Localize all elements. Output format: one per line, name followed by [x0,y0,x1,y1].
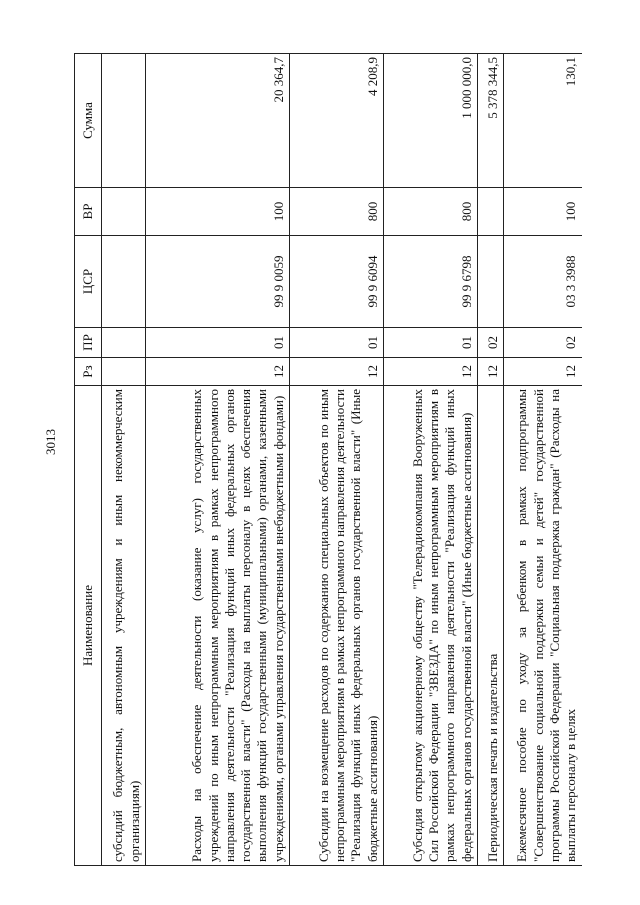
row-vr: 800 [290,188,384,236]
table-row [384,54,478,866]
row-rz [102,358,146,386]
header-rz: Рз [75,358,102,386]
row-name: Ежемесячное пособие по уходу за ребенком в рамках подпрограммы "Совершенствование социальной поддержки семьи и детей" государственной программы Российской Федерации "Социальная поддержка граждан" (Расходы на выплаты персоналу в целях [504,386,582,866]
row-vr: 100 [146,188,290,236]
row-name: Субсидия открытому акционерному обществу "Телерадиокомпания Вооруженных Сил Российской Федерации "ЗВЕЗДА" по иным непрограммным мероприятиям в рамках непрограммного направления деятельности "Реализация функций иных федеральных органов государственной власти" (Иные бюджетные ассигнования) [384,386,478,866]
row-sum: 1 000 000,0 [384,54,478,188]
row-vr: 100 [504,188,582,236]
header-csr: ЦСР [75,236,102,328]
row-csr: 99 9 6094 [290,236,384,328]
row-sum: 20 364,7 [146,54,290,188]
row-pr [102,328,146,358]
row-sum: 130,1 [504,54,582,188]
row-pr: 01 [146,328,290,358]
table-row [478,54,504,866]
row-pr: 02 [504,328,582,358]
budget-table [74,53,582,866]
row-pr: 01 [290,328,384,358]
page-number: 3013 [43,429,58,455]
row-rz: 12 [504,358,582,386]
row-rz: 12 [146,358,290,386]
row-pr: 02 [478,328,504,358]
table-row [290,54,384,866]
row-pr: 01 [384,328,478,358]
row-csr [102,236,146,328]
row-rz: 12 [478,358,504,386]
row-vr [478,188,504,236]
header-name: Наименование [75,386,102,866]
row-csr: 03 3 3988 [504,236,582,328]
table-row [504,54,582,866]
header-sum: Сумма [75,54,102,188]
table-row [102,54,146,866]
row-name: Периодическая печать и издательства [478,386,504,866]
row-sum [102,54,146,188]
rotated-page [74,54,579,866]
row-name: Субсидии на возмещение расходов по содержанию специальных объектов по иным непрограммным мероприятиям в рамках непрограммного направления деятельности "Реализация функций иных федеральных органов государственной власти" (Иные бюджетные ассигнования) [290,386,384,866]
row-name: субсидий бюджетным, автономным учреждениям и иным некоммерческим организациям) [102,386,146,866]
row-vr [102,188,146,236]
row-csr [478,236,504,328]
row-vr: 800 [384,188,478,236]
row-sum: 4 208,9 [290,54,384,188]
row-csr: 99 9 0059 [146,236,290,328]
row-rz: 12 [290,358,384,386]
header-pr: ПР [75,328,102,358]
table-header-row [75,54,102,866]
table-row [146,54,290,866]
header-vr: ВР [75,188,102,236]
row-name: Расходы на обеспечение деятельности (оказание услуг) государственных учреждений по иным непрограммным мероприятиям в рамках непрограммного направления деятельности "Реализация функций иных федеральных органов государственной власти" (Расходы на выплаты персоналу в целях обеспечения выполнения функций государственными (муниципальными) органами, казенными учреждениями, органами управления государственными внебюджетными фондами) [146,386,290,866]
row-rz: 12 [384,358,478,386]
row-sum: 5 378 344,5 [478,54,504,188]
row-csr: 99 9 6798 [384,236,478,328]
